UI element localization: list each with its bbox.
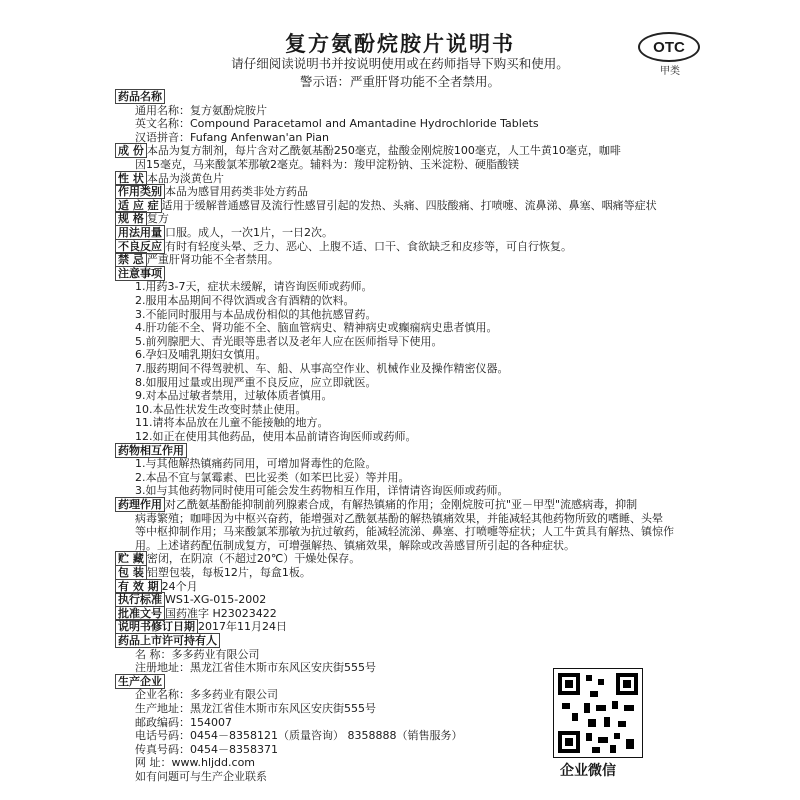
section-text: 本品为复方制剂，每片含对乙酰氨基酚250毫克，盐酸金刚烷胺100毫克，人工牛黄10毫克，咖啡 [146,144,621,158]
leaflet-line [115,90,165,104]
warning-line: 警示语：严重肝肾功能不全者禁用。 [299,74,500,89]
section-label: 成 份 [115,143,147,158]
section-text: 3.不能同时服用与本品成份相似的其他抗感冒药。 [135,307,377,321]
section-text: 复方 [146,212,169,226]
section-text: 2.本品不宜与氯霉素、巴比妥类（如苯巴比妥）等并用。 [135,470,410,484]
section-text: 因15毫克，马来酸氯苯那敏2毫克。辅料为：羧甲淀粉钠、玉米淀粉、硬脂酸镁 [135,158,519,171]
section-text: 3.如与其他药物同时使用可能会发生药物相互作用，详情请咨询医师或药师。 [135,484,509,498]
otc-class: 甲类 [660,66,680,77]
section-text: 电话号码：0454－8358121（质量咨询） 8358888（销售服务） [135,729,463,743]
leaflet-line [135,308,377,322]
section-text: 密闭，在阴凉（不超过20℃）干燥处保存。 [146,552,361,566]
leaflet-line [115,566,311,580]
section-text: 本品为淡黄色片 [146,171,224,185]
leaflet-line [135,416,329,430]
section-text: 口服。成人，一次1片，一日2次。 [165,226,333,239]
section-text: 1.用药3-7天，症状未缓解，请咨询医师或药师。 [135,280,373,294]
section-text: 等中枢抑制作用；马来酸氯苯那敏为抗过敏药，能减轻流涕、鼻塞、打喷嚏等症状；人工牛黄具有解热、镇惊作 [135,525,674,539]
leaflet-line [135,362,509,376]
leaflet-line [115,498,637,512]
section-label: 药理作用 [115,497,165,512]
section-text: 2017年11月24日 [198,620,287,634]
leaflet-line [135,702,376,716]
section-text: 网 址：www.hljdd.com [135,756,256,770]
section-label: 执行标准 [115,592,165,607]
section-text: 5.前列腺肥大、青光眼等患者以及老年人应在医师指导下使用。 [135,334,443,348]
section-label: 作用类别 [115,184,165,199]
leaflet-line [115,444,187,458]
leaflet-line [135,131,329,145]
leaflet-line [135,321,498,335]
document-title: 复方氨酚烷胺片说明书 [285,32,515,56]
leaflet-line [135,729,462,743]
leaflet-line [135,376,377,390]
section-text: 12.如正在使用其他药品，使用本品前请咨询医师或药师。 [135,430,417,443]
leaflet-line [135,512,663,526]
section-label: 生产企业 [115,674,165,689]
leaflet-line [135,348,267,362]
otc-badge: OTC [638,32,700,62]
leaflet-line [115,226,333,240]
leaflet-line [135,104,267,118]
section-text: 汉语拼音：Fufang Anfenwan'an Pian [135,130,329,144]
section-label: 说明书修订日期 [115,619,198,634]
section-label: 药物相互作用 [115,443,187,458]
leaflet-line [115,267,165,281]
section-text: WS1-XG-015-2002 [165,593,267,607]
document-subtitle: 请仔细阅读说明书并按说明使用或在药师指导下购买和使用。 [231,56,569,71]
section-label: 贮 藏 [115,551,147,566]
leaflet-line [135,688,278,702]
section-text: 通用名称：复方氨酚烷胺片 [135,103,267,117]
leaflet-line [135,430,417,444]
section-text: 注册地址：黑龙江省佳木斯市东风区安庆街555号 [135,661,376,675]
section-text: 名 称：多多药业有限公司 [135,647,260,661]
section-text: 铝塑包装，每板12片，每盒1板。 [146,566,311,579]
section-text: 邮政编码：154007 [135,715,232,729]
leaflet-line [135,158,519,172]
section-label: 注意事项 [115,266,165,281]
leaflet-line [135,389,333,403]
section-text: 传真号码：0454－8358371 [135,742,278,756]
leaflet-line [115,144,621,158]
section-text: 严重肝肾功能不全者禁用。 [146,253,279,267]
leaflet-line [135,403,307,417]
section-text: 国药准字 H23023422 [165,606,277,620]
leaflet-line [135,294,355,308]
section-text: 有时有轻度头晕、乏力、恶心、上腹不适、口干、食欲缺乏和皮疹等，可自行恢复。 [165,239,572,253]
section-text: 1.与其他解热镇痛药同用，可增加肾毒性的危险。 [135,457,377,471]
section-label: 规 格 [115,211,147,226]
section-text: 本品为感冒用药类非处方药品 [165,185,308,199]
section-text: 4.肝功能不全、肾功能不全、脑血管病史、精神病史或癫痫病史患者慎用。 [135,321,498,335]
leaflet-line [135,661,376,675]
section-text: 10.本品性状发生改变时禁止使用。 [135,402,307,416]
leaflet-line [115,552,360,566]
section-text: 24个月 [161,579,198,593]
leaflet-line [135,770,267,784]
section-label: 药品名称 [115,89,165,104]
section-label: 药品上市许可持有人 [115,633,220,648]
section-label: 性 状 [115,171,147,186]
leaflet-line [135,525,674,539]
section-label: 用法用量 [115,225,165,240]
leaflet-line [115,634,220,648]
section-text: 用。上述诸药配伍制成复方，可增强解热、镇痛效果，解除或改善感冒所引起的各种症状。 [135,538,575,552]
section-label: 适 应 症 [115,198,162,213]
section-text: 9.对本品过敏者禁用，过敏体质者慎用。 [135,389,333,403]
section-label: 有 效 期 [115,579,162,594]
leaflet-line [135,743,278,757]
section-text: 7.服药期间不得驾驶机、车、船、从事高空作业、机械作业及操作精密仪器。 [135,362,509,375]
section-text: 企业名称：多多药业有限公司 [135,688,278,702]
section-text: 对乙酰氨基酚能抑制前列腺素合成，有解热镇痛的作用；金刚烷胺可抗"亚－甲型"流感病毒，抑制 [165,498,638,511]
section-label: 禁 忌 [115,252,147,267]
section-text: 适用于缓解普通感冒及流行性感冒引起的发热、头痛、四肢酸痛、打喷嚏、流鼻涕、鼻塞、咽痛等症状 [161,198,657,212]
section-text: 8.如服用过量或出现严重不良反应，应立即就医。 [135,375,377,389]
section-text: 如有问题可与生产企业联系 [135,770,267,783]
leaflet-line [115,240,572,254]
leaflet-line [115,675,165,689]
qr-label: 企业微信 [560,763,616,779]
leaflet-line [135,457,377,471]
section-text: 生产地址：黑龙江省佳木斯市东风区安庆街555号 [135,702,376,715]
section-text: 11.请将本品放在儿童不能接触的地方。 [135,416,329,430]
section-label: 不良反应 [115,239,165,254]
qr-code-icon [554,669,642,757]
section-text: 病毒繁殖；咖啡因为中枢兴奋药，能增强对乙酰氨基酚的解热镇痛效果，并能减轻其他药物所致的嗜睡、头晕 [135,511,663,525]
section-text: 6.孕妇及哺乳期妇女慎用。 [135,348,267,362]
leaflet-line [135,539,575,553]
leaflet-line [115,199,657,213]
section-label: 包 装 [115,565,147,580]
section-text: 2.服用本品期间不得饮酒或含有酒精的饮料。 [135,294,355,307]
leaflet-line [135,648,260,662]
leaflet-line [135,280,372,294]
leaflet-line [135,335,443,349]
section-label: 批准文号 [115,606,165,621]
leaflet-line [135,484,509,498]
leaflet-line [135,471,410,485]
leaflet-line [135,716,232,730]
leaflet-line [135,756,255,770]
qr-code-image [553,668,643,758]
section-text: 英文名称：Compound Paracetamol and Amantadine Hydrochloride Tablets [135,117,539,131]
leaflet-line [135,117,539,131]
